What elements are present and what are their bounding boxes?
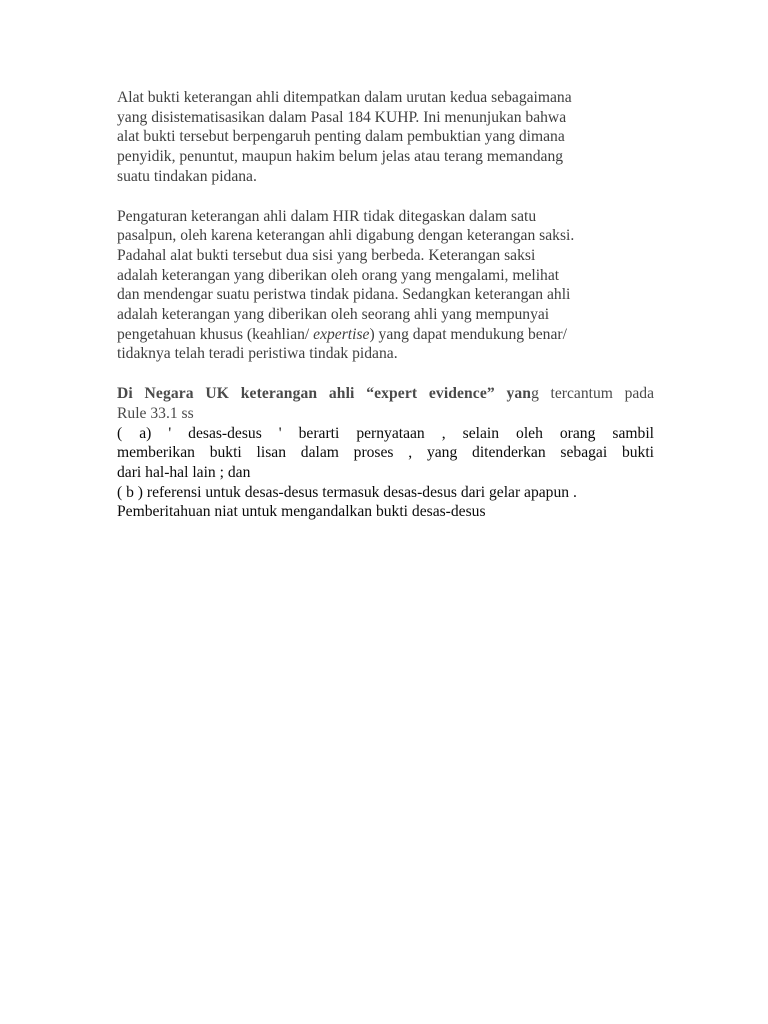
- item-b-line: Pemberitahuan niat untuk mengandalkan bukti desas-desus: [117, 503, 486, 521]
- text-line: Padahal alat bukti tersebut dua sisi yang berbeda. Keterangan saksi: [117, 246, 536, 264]
- text-line: suatu tindakan pidana.: [117, 167, 257, 185]
- italic-term: expertise: [313, 325, 370, 343]
- paragraph-expert-evidence-order: [117, 88, 654, 187]
- text-segment: pengetahuan khusus (keahlian/: [117, 325, 314, 343]
- text-line: Alat bukti keterangan ahli ditempatkan dalam urutan kedua sebagaimana: [117, 89, 572, 106]
- document-body: [117, 88, 654, 522]
- text-line: alat bukti tersebut berpengaruh penting dalam pembuktian yang dimana: [117, 128, 565, 146]
- text-line: dan mendengar suatu peristwa tindak pidana. Sedangkan keterangan ahli: [117, 286, 571, 304]
- paragraph-hir-regulation: [117, 207, 654, 365]
- text-line: adalah keterangan yang diberikan oleh seorang ahli yang mempunyai: [117, 306, 550, 324]
- text-line: tidaknya telah teradi peristiwa tindak pidana.: [117, 345, 398, 363]
- item-a-line: memberikan bukti lisan dalam proses , yang ditenderkan sebagai bukti: [117, 444, 654, 462]
- text-segment: ) yang dapat mendukung benar/: [369, 325, 567, 343]
- item-a-line: dari hal-hal lain ; dan: [117, 463, 251, 481]
- text-line: pasalpun, oleh karena keterangan ahli digabung dengan keterangan saksi.: [117, 227, 575, 245]
- rule-reference: Rule 33.1 ss: [117, 404, 194, 422]
- text-line: [117, 325, 654, 345]
- heading-rest-text: g tercantum pada: [531, 385, 655, 403]
- text-line: yang disistematisasikan dalam Pasal 184 KUHP. Ini menunjukan bahwa: [117, 108, 567, 126]
- section-uk-expert-evidence: [117, 384, 654, 522]
- text-line: adalah keterangan yang diberikan oleh orang yang mengalami, melihat: [117, 266, 560, 284]
- item-b-line: ( b ) referensi untuk desas-desus termasuk desas-desus dari gelar apapun .: [117, 483, 577, 501]
- text-line: Pengaturan keterangan ahli dalam HIR tidak ditegaskan dalam satu: [117, 207, 537, 225]
- item-a-line: ( a) ' desas-desus ' berarti pernyataan , selain oleh orang sambil: [117, 424, 654, 442]
- text-line: penyidik, penuntut, maupun hakim belum jelas atau terang memandang: [117, 148, 564, 166]
- section-heading: [117, 384, 654, 404]
- heading-bold-text: Di Negara UK keterangan ahli “expert evidence” yan: [117, 385, 532, 403]
